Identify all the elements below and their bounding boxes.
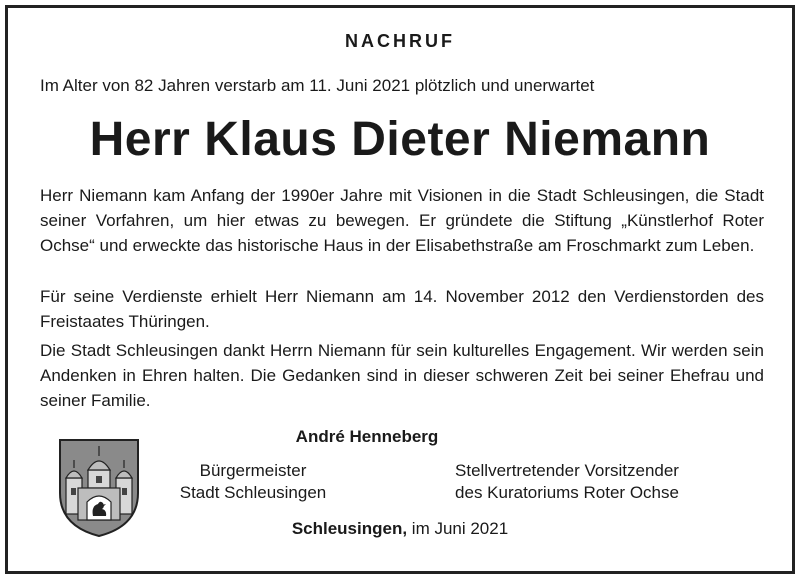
place-date xyxy=(0,519,800,539)
date: im Juni 2021 xyxy=(407,519,509,538)
role-left-line-2: Stadt Schleusingen xyxy=(179,483,327,502)
signer-role-left xyxy=(160,460,346,504)
signer-name: André Henneberg xyxy=(295,427,439,446)
heading: NACHRUF xyxy=(345,31,455,51)
signer-role-right xyxy=(434,460,700,504)
role-right-line-1: Stellvertretender Vorsitzender xyxy=(455,461,679,480)
deceased-name: Herr Klaus Dieter Niemann xyxy=(89,113,711,166)
intro-text: Im Alter von 82 Jahren verstarb am 11. Juni 2021 plötzlich und unerwartet xyxy=(40,76,595,95)
role-left-line-1: Bürgermeister xyxy=(199,461,307,480)
paragraph-3: Die Stadt Schleusingen dankt Herrn Niemann für sein kulturelles Engagement. Wir werden sein Andenken in Ehren halten. Die Gedanken sind in dieser schweren Zeit bei seiner Ehefrau und seiner Familie. xyxy=(40,341,764,410)
paragraph-1: Herr Niemann kam Anfang der 1990er Jahre mit Visionen in die Stadt Schleusingen, die Stadt seiner Vorfahren, um hier etwas zu bewegen. Er gründete die Stiftung „Künstlerhof Roter Ochse“ und erweckte das historische Haus in der Elisabethstraße am Froschmarkt zum Leben. xyxy=(40,186,764,255)
role-right-line-2: des Kuratoriums Roter Ochse xyxy=(455,483,679,502)
paragraph-2: Für seine Verdienste erhielt Herr Niemann am 14. November 2012 den Verdienstorden des Freistaates Thüringen. xyxy=(40,287,764,331)
place: Schleusingen, xyxy=(291,519,408,538)
